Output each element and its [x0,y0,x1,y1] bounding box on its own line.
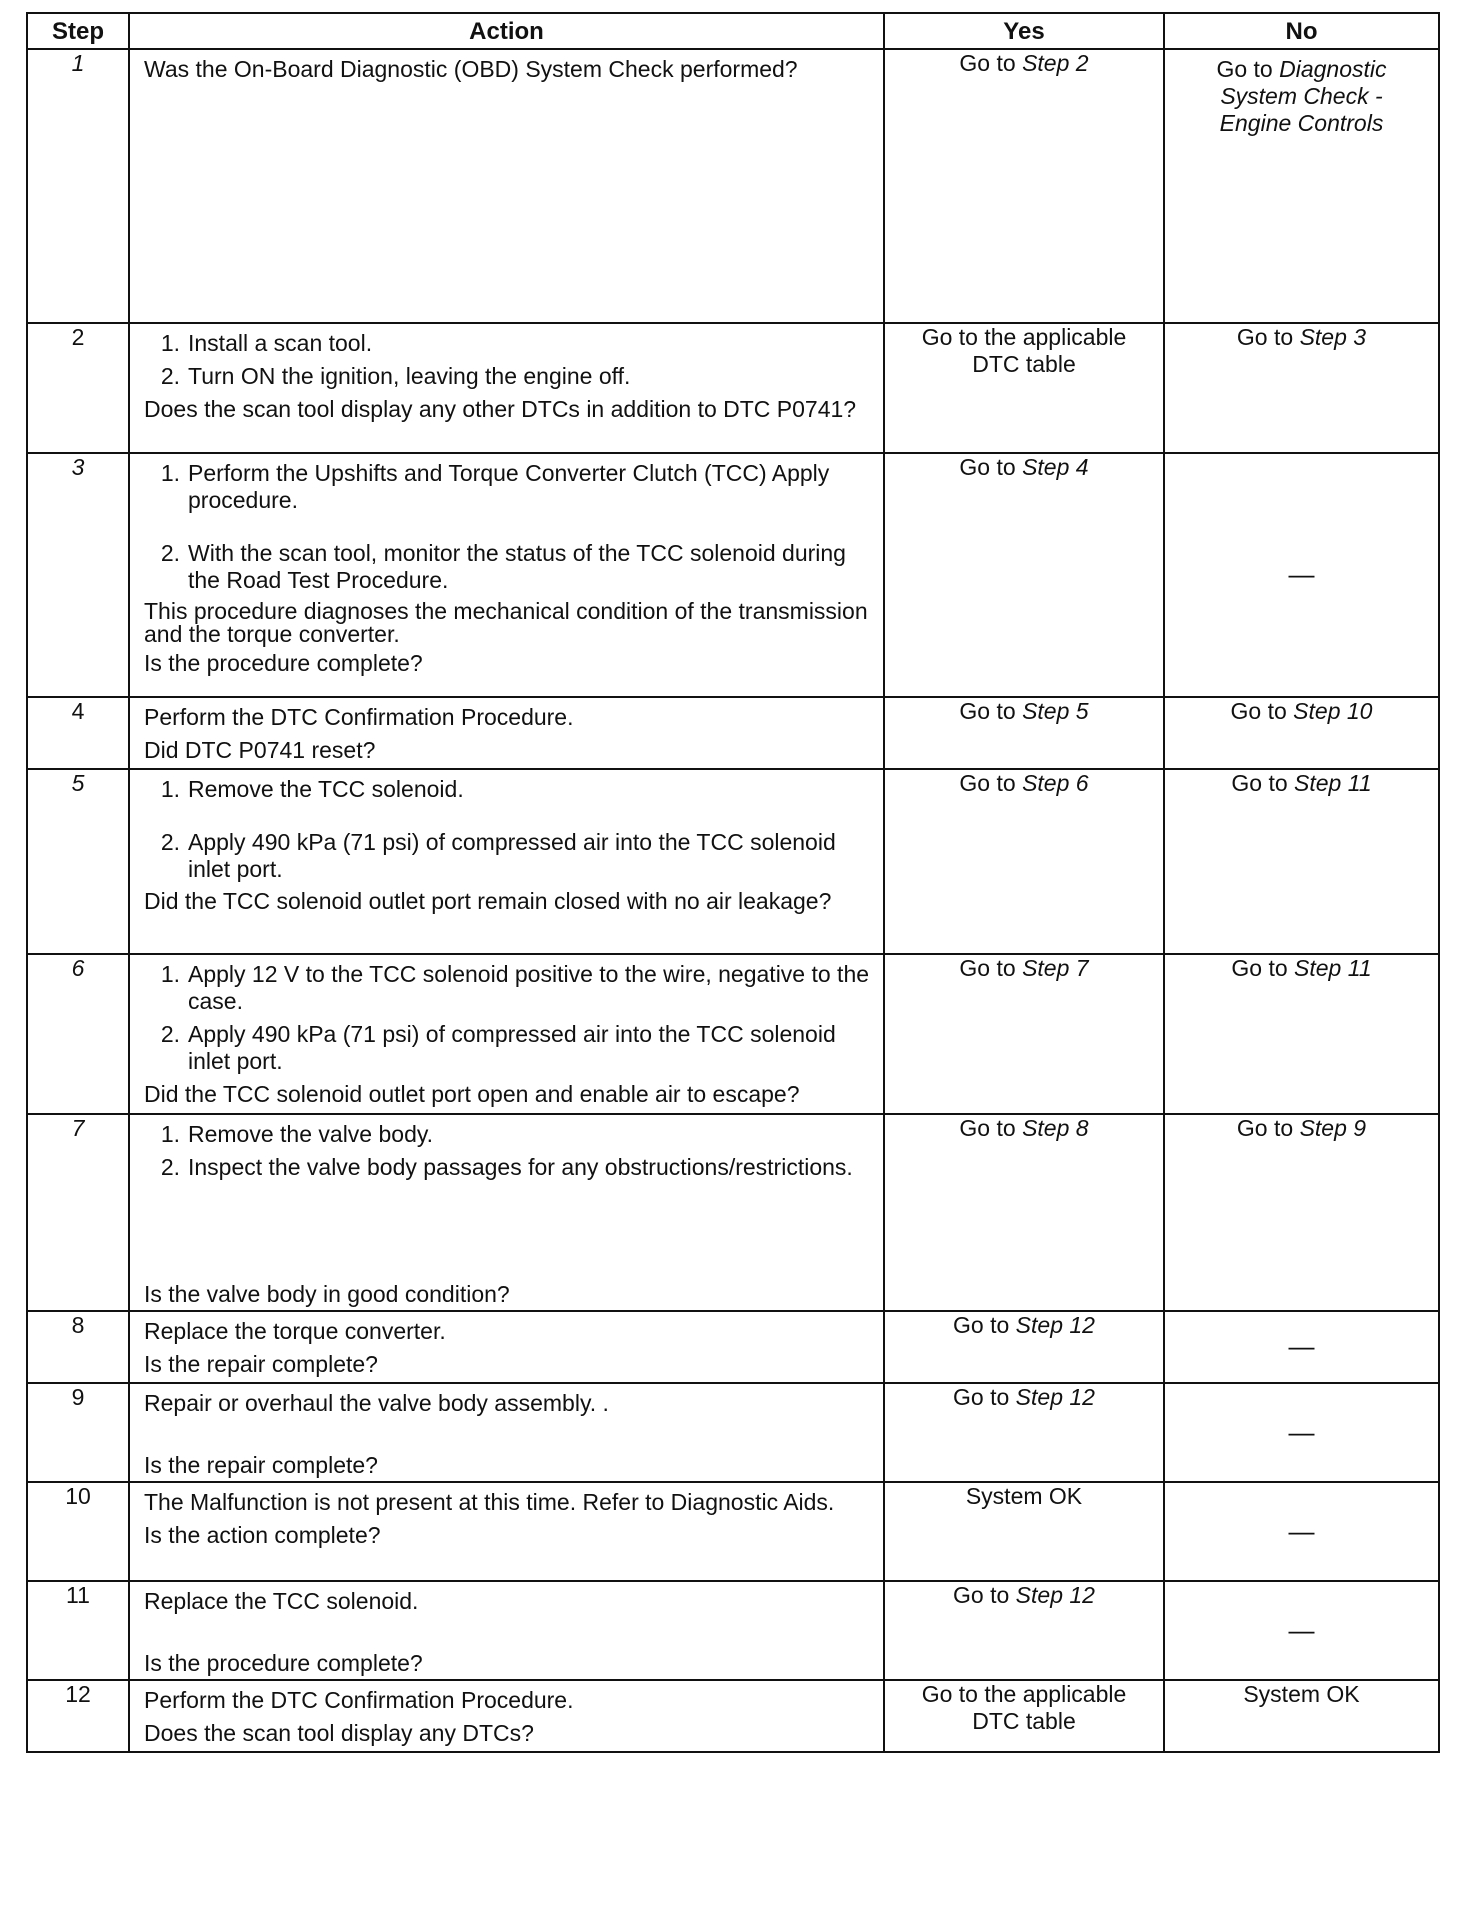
no-cell [1164,1383,1439,1482]
list-item: 1. Perform the Upshifts and Torque Converter Clutch (TCC) Apply procedure. [160,460,830,513]
header-step: Step [27,13,129,49]
yes-text[interactable]: Go to the applicable DTC table [921,1681,1127,1734]
action-question: Was the On-Board Diagnostic (OBD) System Check performed? [144,56,798,82]
no-cell [1164,769,1439,954]
action-question: Is the repair complete? [144,1351,378,1377]
list-item: 1. Remove the TCC solenoid. [160,776,464,802]
table-row [27,1311,1439,1383]
yes-step-link[interactable]: Step 2 [1022,50,1089,76]
yes-prefix: Go to [959,1115,1023,1141]
table-row [27,1383,1439,1482]
action-cell [129,954,884,1114]
action-instruction: The Malfunction is not present at this time. Refer to Diagnostic Aids. [144,1489,835,1515]
diagnostic-table [26,12,1440,1753]
list-item: 2. Apply 490 kPa (71 psi) of compressed air into the TCC solenoid inlet port. [160,1021,836,1074]
action-cell [129,1114,884,1311]
action-cell [129,1482,884,1581]
no-dash: — [1288,559,1315,589]
yes-prefix: Go to [959,698,1023,724]
action-question: Does the scan tool display any other DTCs in addition to DTC P0741? [144,396,857,422]
yes-step-link[interactable]: Step 5 [1022,698,1089,724]
action-question: Is the repair complete? [144,1452,378,1478]
table-row [27,1114,1439,1311]
step-number: 6 [27,954,129,1114]
yes-prefix: Go to [959,50,1023,76]
yes-prefix: Go to [953,1582,1016,1608]
list-item: 1. Install a scan tool. [160,330,373,356]
step-number: 4 [27,697,129,769]
no-step-link[interactable]: Step 10 [1293,698,1373,724]
no-prefix: Go to [1216,56,1280,82]
no-cell [1164,1482,1439,1581]
yes-prefix: Go to [953,1312,1016,1338]
step-number: 7 [27,1114,129,1311]
action-instruction: Replace the TCC solenoid. [144,1588,419,1614]
yes-cell [884,1581,1164,1680]
table-row [27,697,1439,769]
header-yes: Yes [884,13,1164,49]
yes-cell [884,1311,1164,1383]
action-question: Did the TCC solenoid outlet port open and enable air to escape? [144,1081,800,1107]
yes-prefix: Go to [959,955,1023,981]
no-cell [1164,954,1439,1114]
action-question: Is the procedure complete? [144,1650,423,1676]
header-action: Action [129,13,884,49]
no-step-link[interactable]: Step 11 [1294,955,1372,981]
step-number: 9 [27,1383,129,1482]
yes-step-link[interactable]: Step 7 [1022,955,1089,981]
yes-text[interactable]: Go to the applicable DTC table [921,324,1127,377]
yes-cell [884,1680,1164,1752]
yes-step-link[interactable]: Step 12 [1015,1582,1095,1608]
no-dash: — [1288,1331,1315,1361]
no-prefix: Go to [1236,324,1300,350]
action-cell [129,1680,884,1752]
no-step-link[interactable]: Step 3 [1299,324,1367,350]
action-note: This procedure diagnoses the mechanical condition of the transmission and the torque converter. [144,598,868,647]
list-item: 1. Apply 12 V to the TCC solenoid positive to the wire, negative to the case. [160,961,870,1014]
action-question: Did DTC P0741 reset? [144,737,376,763]
no-dash: — [1288,1416,1315,1447]
action-instruction: Perform the DTC Confirmation Procedure. [144,704,574,730]
step-number: 8 [27,1311,129,1383]
yes-cell [884,453,1164,697]
yes-step-link[interactable]: Step 12 [1015,1384,1095,1410]
no-prefix: Go to [1236,1115,1300,1141]
no-text: System OK [1243,1681,1360,1707]
yes-prefix: Go to [959,770,1023,796]
step-number: 2 [27,323,129,453]
yes-step-link[interactable]: Step 4 [1022,454,1089,480]
no-step-link[interactable]: Step 11 [1294,770,1372,796]
step-number: 3 [27,453,129,697]
step-number: 10 [27,1482,129,1581]
action-cell [129,1311,884,1383]
action-cell [129,323,884,453]
action-cell [129,769,884,954]
action-cell [129,697,884,769]
action-instruction: Replace the torque converter. [144,1318,446,1344]
yes-cell [884,769,1164,954]
yes-cell [884,1114,1164,1311]
list-item: 2. Inspect the valve body passages for any obstructions/restrictions. [160,1154,853,1180]
no-cell [1164,1114,1439,1311]
yes-prefix: Go to [953,1384,1016,1410]
no-cell [1164,49,1439,323]
yes-cell [884,697,1164,769]
no-prefix: Go to [1231,955,1295,981]
action-cell [129,1581,884,1680]
table-row [27,453,1439,697]
list-item: 2. Apply 490 kPa (71 psi) of compressed air into the TCC solenoid inlet port. [160,829,836,882]
yes-cell [884,49,1164,323]
no-cell [1164,1680,1439,1752]
table-row [27,1581,1439,1680]
step-number: 1 [27,49,129,323]
action-cell [129,49,884,323]
table-row [27,769,1439,954]
header-no: No [1164,13,1439,49]
action-cell [129,453,884,697]
no-dash: — [1288,1515,1315,1546]
action-question: Is the valve body in good condition? [144,1281,510,1307]
step-number: 12 [27,1680,129,1752]
no-dash: — [1288,1614,1315,1645]
yes-cell [884,1383,1164,1482]
no-step-link[interactable]: Step 9 [1299,1115,1367,1141]
no-cell [1164,1581,1439,1680]
yes-step-link[interactable]: Step 8 [1022,1115,1089,1141]
table-row [27,323,1439,453]
yes-text: System OK [965,1483,1083,1509]
no-prefix: Go to [1230,698,1294,724]
table-row [27,1482,1439,1581]
action-cell [129,1383,884,1482]
no-cell [1164,697,1439,769]
step-number: 5 [27,769,129,954]
yes-cell [884,1482,1164,1581]
yes-step-link[interactable]: Step 12 [1015,1312,1095,1338]
action-question: Is the procedure complete? [144,650,423,676]
yes-cell [884,954,1164,1114]
no-cell [1164,1311,1439,1383]
table-row [27,1680,1439,1752]
no-cell [1164,453,1439,697]
no-step-link[interactable]: Diagnostic System Check - Engine Controls [1219,56,1387,136]
yes-prefix: Go to [959,454,1023,480]
action-question: Does the scan tool display any DTCs? [144,1720,534,1746]
step-number: 11 [27,1581,129,1680]
no-prefix: Go to [1231,770,1295,796]
action-instruction: Perform the DTC Confirmation Procedure. [144,1687,574,1713]
action-question: Is the action complete? [144,1522,381,1548]
header-row [27,13,1439,49]
table-row [27,954,1439,1114]
list-item: 1. Remove the valve body. [160,1121,434,1147]
yes-step-link[interactable]: Step 6 [1022,770,1089,796]
list-item: 2. Turn ON the ignition, leaving the engine off. [160,363,631,389]
list-item: 2. With the scan tool, monitor the status of the TCC solenoid during the Road Test Procedure. [160,540,846,593]
yes-cell [884,323,1164,453]
action-question: Did the TCC solenoid outlet port remain closed with no air leakage? [144,888,832,914]
no-cell [1164,323,1439,453]
table-row [27,49,1439,323]
action-instruction: Repair or overhaul the valve body assembly. . [144,1390,609,1416]
